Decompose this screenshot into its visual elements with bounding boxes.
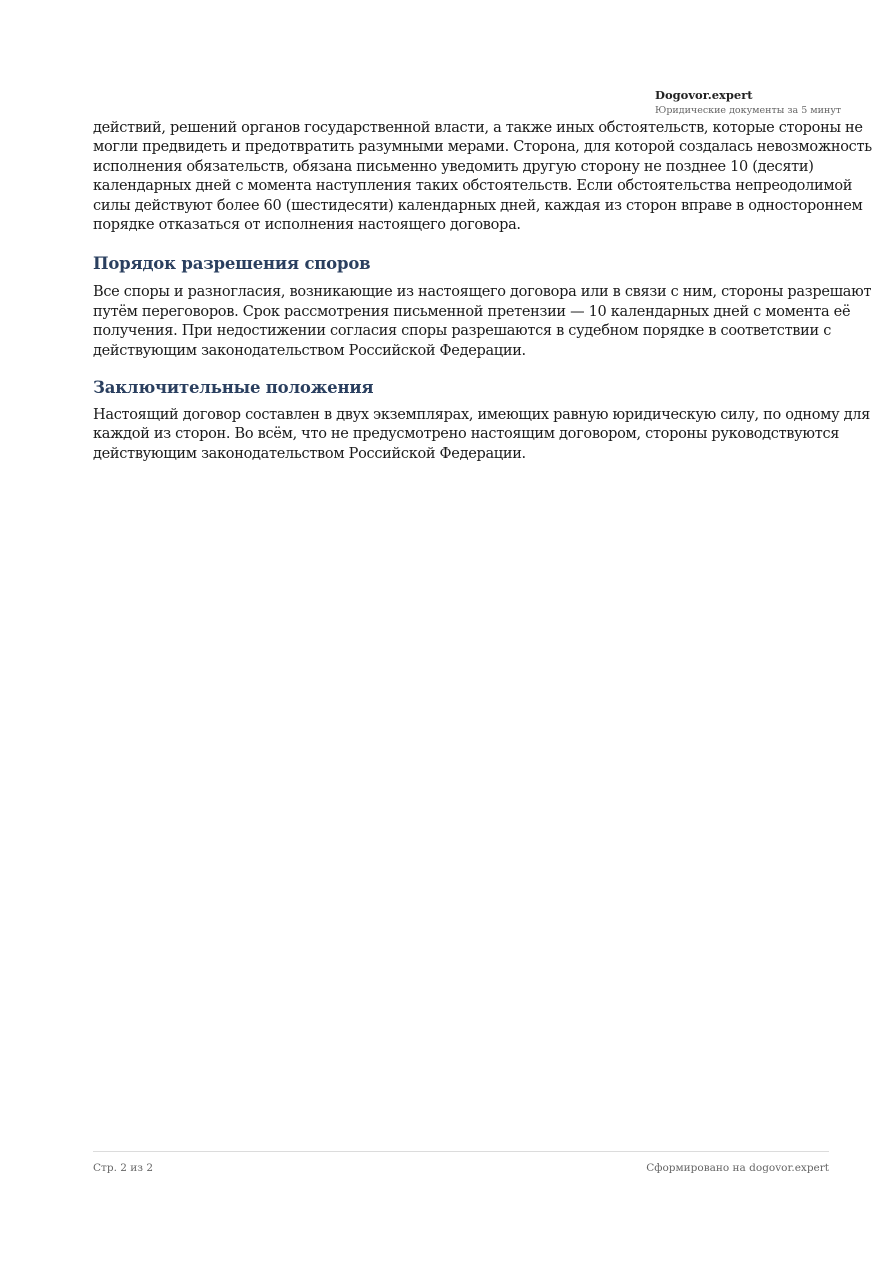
footer-generated-by: Сформировано на dogovor.expert — [646, 1162, 829, 1174]
page-header — [655, 88, 885, 118]
section-title-final-provisions: Заключительные положения — [93, 378, 374, 398]
intro-paragraph: действий, решений органов государственной власти, а также иных обстоятельств, которые стороны не могли предвидеть и предотвратить разумными мерами. Сторона, для которой создалась невозможность исполнения обязательств, обязана письменно уведомить другую сторону не позднее 10 (десяти) календарных дней с момента наступления таких обстоятельств. Если обстоятельства непреодолимой силы действуют более 60 (шестидесяти) календарных дней, каждая из сторон вправе в одностороннем порядке отказаться от исполнения настоящего договора. — [93, 120, 872, 234]
page-number: Стр. 2 из 2 — [93, 1162, 154, 1174]
brand-name: Dogovor.expert — [655, 88, 753, 102]
document-body — [93, 119, 877, 464]
brand-tagline: Юридические документы за 5 минут — [655, 105, 842, 116]
footer-divider — [93, 1151, 829, 1152]
section-title-disputes: Порядок разрешения споров — [93, 254, 371, 274]
section-text-disputes: Все споры и разногласия, возникающие из настоящего договора или в связи с ним, стороны разрешают путём переговоров. Срок рассмотрения письменной претензии — 10 календарных дней с момента её получения. При недостижении согласия споры разрешаются в судебном порядке в соответствии с действующим законодательством Российской Федерации. — [93, 284, 872, 359]
section-text-final-provisions: Настоящий договор составлен в двух экземплярах, имеющих равную юридическую силу, по одному для каждой из сторон. Во всём, что не предусмотрено настоящим договором, стороны руководствуются действующим законодательством Российской Федерации. — [93, 407, 871, 462]
